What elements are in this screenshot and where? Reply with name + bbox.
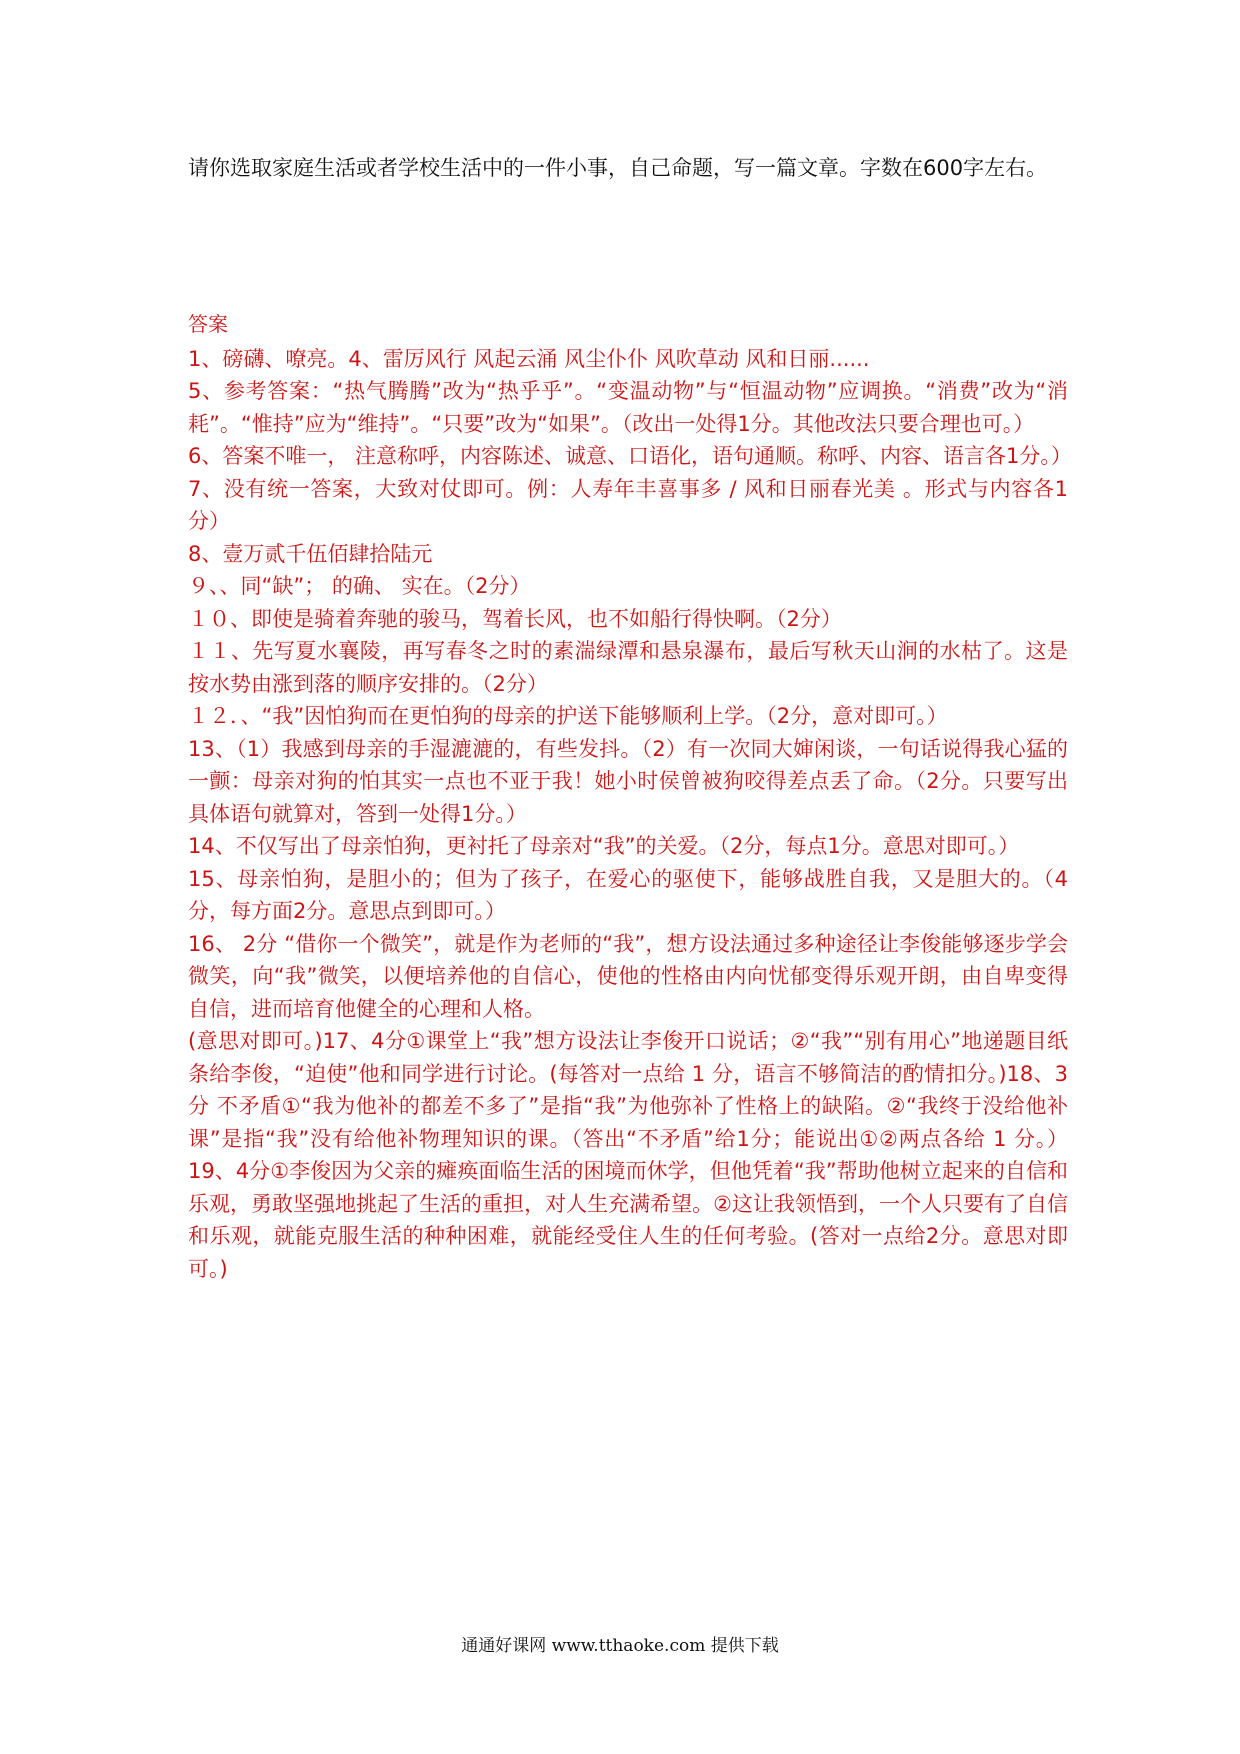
answer-item-14: 14、不仅写出了母亲怕狗，更衬托了母亲对“我”的关爱。（2分，每点1分。意思对即可。） xyxy=(188,834,1020,858)
answer-item-5: 5、参考答案：“热气腾腾”改为“热乎乎”。“变温动物”与“恒温动物”应调换。“消费”改为“消耗”。“惟持”应为“维持”。“只要”改为“如果”。（改出一处得1分。其他改法只要合理也可。） xyxy=(188,379,1068,436)
answer-section xyxy=(188,308,1072,1285)
answer-item-12: １２．、“我”因怕狗而在更怕狗的母亲的护送下能够顺利上学。（2分，意对即可。） xyxy=(188,704,948,728)
answer-item-13: 13、（1）我感到母亲的手湿漉漉的，有些发抖。（2）有一次同大婶闲谈，一句话说得我心猛的一颤：母亲对狗的怕其实一点也不亚于我！她小时侯曾被狗咬得差点丢了命。（2分。只要写出具体语句就算对，答到一处得1分。） xyxy=(188,736,1068,826)
answer-item-15: 15、母亲怕狗，是胆小的；但为了孩子，在爱心的驱使下，能够战胜自我，又是胆大的。（4分，每方面2分。意思点到即可。） xyxy=(188,866,1068,923)
answer-item-11: １１、先写夏水襄陵，再写春冬之时的素湍绿潭和悬泉瀑布，最后写秋天山涧的水枯了。这是按水势由涨到落的顺序安排的。（2分） xyxy=(188,639,1068,696)
answer-item-8: 8、壹万贰千伍佰肆拾陆元 xyxy=(188,541,433,566)
answer-item-1-4: 1、磅礴、嘹亮。4、雷厉风行 风起云涌 风尘仆仆 风吹草动 风和日丽...... xyxy=(188,346,870,371)
answer-item-7: 7、没有统一答案，大致对仗即可。例：人寿年丰喜事多 / 风和日丽春光美 。形式与内容各1分） xyxy=(188,476,1068,533)
answer-item-10: １０、即使是骑着奔驰的骏马，驾着长风，也不如船行得快啊。（2分） xyxy=(188,606,842,631)
answer-item-6: 6、答案不唯一， 注意称呼，内容陈述、诚意、口语化，语句通顺。称呼、内容、语言各1分。） xyxy=(188,444,1072,468)
answer-item-16: 16、 2分 “借你一个微笑”，就是作为老师的“我”，想方设法通过多种途径让李俊能够逐步学会微笑，向“我”微笑，以便培养他的自信心，使他的性格由内向忧郁变得乐观开朗，由自卑变得自信，进而培育他健全的心理和人格。 xyxy=(188,931,1068,1021)
essay-prompt: 请你选取家庭生活或者学校生活中的一件小事，自己命题，写一篇文章。字数在600字左右。 xyxy=(188,156,1048,180)
footer-source: 通通好课网 www.tthaoke.com 提供下载 xyxy=(461,1636,779,1656)
answer-item-17-19: (意思对即可。)17、4分①课堂上“我”想方设法让李俊开口说话；②“我”“别有用心”地递题目纸条给李俊，“迫使”他和同学进行讨论。(每答对一点给 1 分，语言不够简洁的酌情扣分。)18、3分 不矛盾①“我为他补的都差不多了”是指“我”为他弥补了性格上的缺陷。②“我终于没给他补课”是指“我”没有给他补物理知识的课。（答出“不矛盾”给1分；能说出①②两点各给 1 分。）19、4分①李俊因为父亲的瘫痪面临生活的困境而休学，但他凭着“我”帮助他树立起来的自信和乐观，勇敢坚强地挑起了生活的重担，对人生充满希望。②这让我领悟到，一个人只要有了自信和乐观，就能克服生活的种种困难，就能经受住人生的任何考验。(答对一点给2分。意思对即可。) xyxy=(188,1029,1068,1281)
answer-item-9: ９、、同“缺”； 的确、 实在。（2分） xyxy=(188,574,531,598)
answer-heading: 答案 xyxy=(188,312,228,336)
